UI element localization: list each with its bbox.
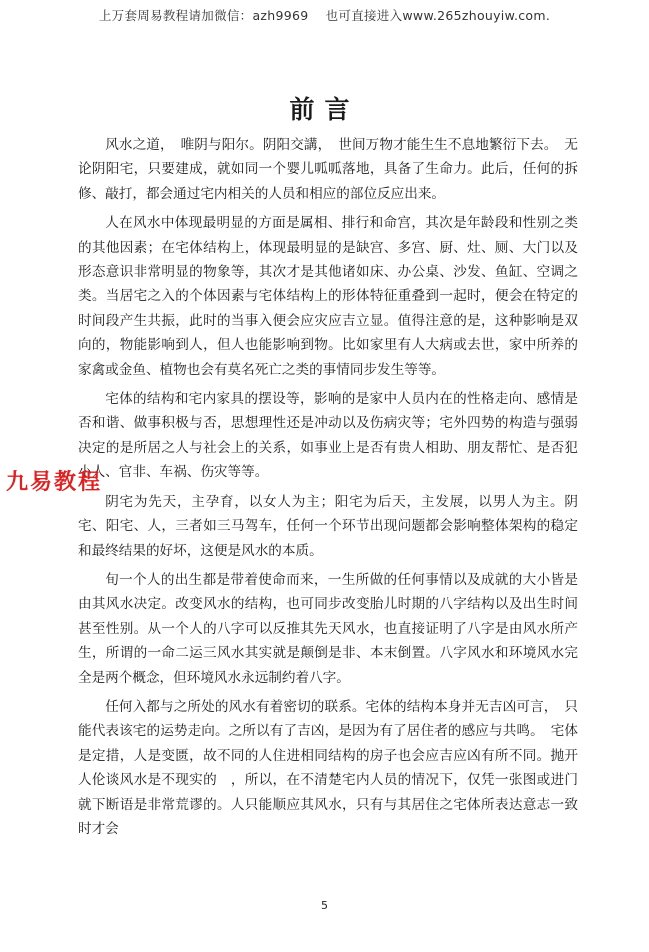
paragraph-2: 人在风水中体现最明显的方面是属相、排行和命宫，其次是年龄段和性别之类的其他因素；在宅体结构上，体现最明显的是缺宫、多宫、厨、灶、厕、大门以及形态意识非常明显的物象等，其次才是其他诸如床、办公桌、沙发、鱼缸、空调之类。当居宅之入的个体因素与宅体结构上的形体特征重叠到一起时，便会在特定的时间段产生共振，此时的当事入便会应灾应吉立显。值得注意的是，这种影响是双向的，物能影响到人，但人也能影响到物。比如家里有人大病或去世，家中所养的家禽或金鱼、植物也会有莫名死亡之类的事情同步发生等等。	[78, 215, 578, 378]
paragraph-1: 风水之道， 唯阴与阳尔。阴阳交講， 世间万物才能生生不息地繁衍下去。 无论阴阳宅，只要建成，就如同一个婴儿呱呱落地，具备了生命力。此后，任何的拆修、敲打，都会通过宅内相关的人员和相应的部位反应出来。	[78, 137, 578, 202]
page-title: 前言	[289, 95, 360, 124]
paragraph-5: 旬一个人的出生都是带着使命而来，一生所做的任何事情以及成就的大小皆是由其风水决定。改变风水的结构，也可同步改变胎儿时期的八字结构以及出生时间甚至性别。从一个人的八字可以反推其先天风水，也直接证明了八字是由风水所产生，所谓的一命二运三风水其实就是颠倒是非、本末倒置。八字风水和环境风水完全是两个概念，但环境风水永远制约着八字。	[78, 571, 578, 686]
page-header: 上万套周易教程请加微信：azh9969 也可直接进入www.265zhouyiw.com.	[98, 8, 551, 23]
body-text	[78, 133, 578, 846]
watermark-logo: 九易教程	[6, 470, 103, 495]
paragraph-3: 宅体的结构和宅内家具的摆设等，影响的是家中人员内在的性格走向、感情是否和谐、做事积极与否，思想理性还是冲动以及伤病灾等；宅外四势的构造与强弱决定的是所居之人与社会上的关系，如事业上是否有贵人相助、朋友帮忙、是否犯小人、官非、车祸、伤灾等等。	[78, 391, 578, 481]
page-number: 5	[321, 899, 328, 912]
paragraph-6: 任何入都与之所处的风水有着密切的联系。宅体的结构本身并无吉凶可言， 只能代表该宅的运势走向。之所以有了吉凶，是因为有了居住者的感应与共鸣。 宅体是定措，人是变匮，故不同的人住进相同结构的房子也会应吉应凶有所不同。抛开人伦谈风水是不现实的 ，所以，在不清楚宅内人员的情况下，仅凭一张图或进门就下断语是非常荒谬的。人只能顺应其风水，只有与其居住之宅体所表达意志一致时才会	[78, 698, 578, 837]
paragraph-4: 阴宅为先天，主孕育，以女人为主；阳宅为后天，主发展，以男人为主。阴宅、阳宅、人，三者如三马驾车，任何一个环节出现问题都会影响整体架构的稳定和最终结果的好坏，这便是风水的本质。	[78, 493, 578, 559]
